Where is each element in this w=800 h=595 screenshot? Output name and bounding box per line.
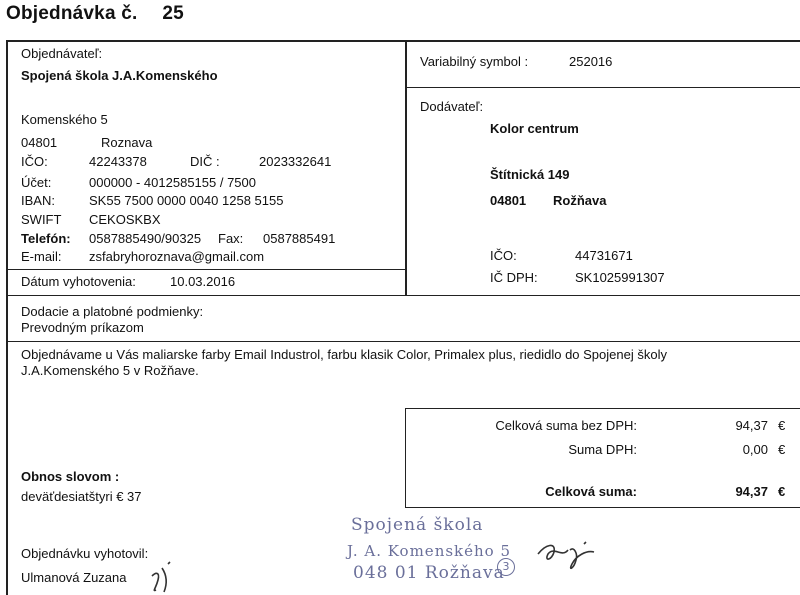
- currency-2: €: [778, 442, 786, 457]
- date-divider: [8, 269, 405, 270]
- totals-bottom: [405, 507, 800, 508]
- vs-divider: [407, 87, 800, 88]
- supplier-zip: 04801: [490, 193, 527, 208]
- frame-left: [6, 40, 8, 595]
- frame-middle: [405, 40, 407, 295]
- buyer-ico-label: IČO:: [21, 154, 48, 169]
- signature-issuer: [148, 560, 178, 595]
- issued-by-name: Ulmanová Zuzana: [21, 570, 127, 585]
- document-title: [6, 3, 184, 25]
- frame-top: [6, 40, 800, 42]
- supplier-name: Kolor centrum: [490, 121, 579, 136]
- supplier-city: Rožňava: [553, 193, 607, 208]
- issued-by-label: Objednávku vyhotovil:: [21, 546, 149, 561]
- buyer-swift: CEKOSKBX: [89, 212, 161, 227]
- buyer-street: Komenského 5: [21, 112, 108, 127]
- issue-date: 10.03.2016: [170, 274, 236, 289]
- buyer-email-label: E-mail:: [21, 249, 62, 264]
- buyer-phone-label: Telefón:: [21, 231, 71, 246]
- buyer-dic: 2023332641: [259, 154, 332, 169]
- buyer-city: Roznava: [101, 135, 153, 150]
- terms-top-divider: [8, 295, 800, 296]
- supplier-street: Štítnická 149: [490, 167, 570, 182]
- totals-left: [405, 408, 406, 508]
- supplier-ico-label: IČO:: [490, 248, 517, 263]
- supplier-icdph-label: IČ DPH:: [490, 270, 538, 285]
- currency-3: €: [778, 484, 786, 499]
- signature-director: [532, 536, 612, 576]
- buyer-email[interactable]: zsfabryhoroznava@gmail.com: [89, 249, 265, 264]
- buyer-account: 000000 - 4012585155 / 7500: [89, 175, 256, 190]
- stamp-line3: 048 01 Rožňava: [353, 563, 505, 583]
- buyer-label: Objednávateľ:: [21, 46, 103, 61]
- terms-value: Prevodným príkazom: [21, 320, 144, 335]
- grand-total: 94,37: [735, 484, 768, 499]
- order-number: 25: [162, 3, 184, 24]
- variable-symbol-label: Variabilný symbol :: [420, 54, 529, 69]
- vat-label: Suma DPH:: [568, 442, 637, 457]
- stamp-line1: Spojená škola: [351, 515, 484, 535]
- supplier-icdph: SK1025991307: [575, 270, 665, 285]
- total-without-vat: 94,37: [735, 418, 768, 433]
- buyer-iban-label: IBAN:: [21, 193, 55, 208]
- buyer-fax-label: Fax:: [218, 231, 244, 246]
- buyer-fax: 0587885491: [263, 231, 336, 246]
- total-without-vat-label: Celková suma bez DPH:: [495, 418, 637, 433]
- order-text-line1: Objednávame u Vás maliarske farby Email Industrol, farbu klasik Color, Primalex plus, riedidlo do Spojenej školy: [21, 347, 667, 362]
- order-text-line2: J.A.Komenského 5 v Rožňave.: [21, 363, 199, 378]
- issue-date-label: Dátum vyhotovenia:: [21, 274, 136, 289]
- buyer-dic-label: DIČ :: [190, 154, 220, 169]
- buyer-swift-label: SWIFT: [21, 212, 62, 227]
- stamp-mark: 3: [497, 558, 515, 576]
- stamp-line2: J. A. Komenského 5: [347, 542, 512, 560]
- buyer-name: Spojená škola J.A.Komenského: [21, 68, 218, 83]
- currency-1: €: [778, 418, 786, 433]
- terms-bottom-divider: [8, 341, 800, 342]
- title-label: Objednávka č.: [6, 3, 138, 24]
- buyer-iban: SK55 7500 0000 0040 1258 5155: [89, 193, 284, 208]
- amount-words: deväťdesiatštyri € 37: [21, 489, 142, 504]
- amount-words-label: Obnos slovom :: [21, 469, 120, 484]
- buyer-ico: 42243378: [89, 154, 147, 169]
- supplier-label: Dodávateľ:: [420, 99, 484, 114]
- buyer-account-label: Účet:: [21, 175, 52, 190]
- totals-top: [405, 408, 800, 409]
- buyer-phone: 0587885490/90325: [89, 231, 202, 246]
- variable-symbol: 252016: [569, 54, 613, 69]
- vat-amount: 0,00: [742, 442, 768, 457]
- buyer-zip: 04801: [21, 135, 58, 150]
- supplier-ico: 44731671: [575, 248, 633, 263]
- grand-total-label: Celková suma:: [545, 484, 637, 499]
- terms-label: Dodacie a platobné podmienky:: [21, 304, 204, 319]
